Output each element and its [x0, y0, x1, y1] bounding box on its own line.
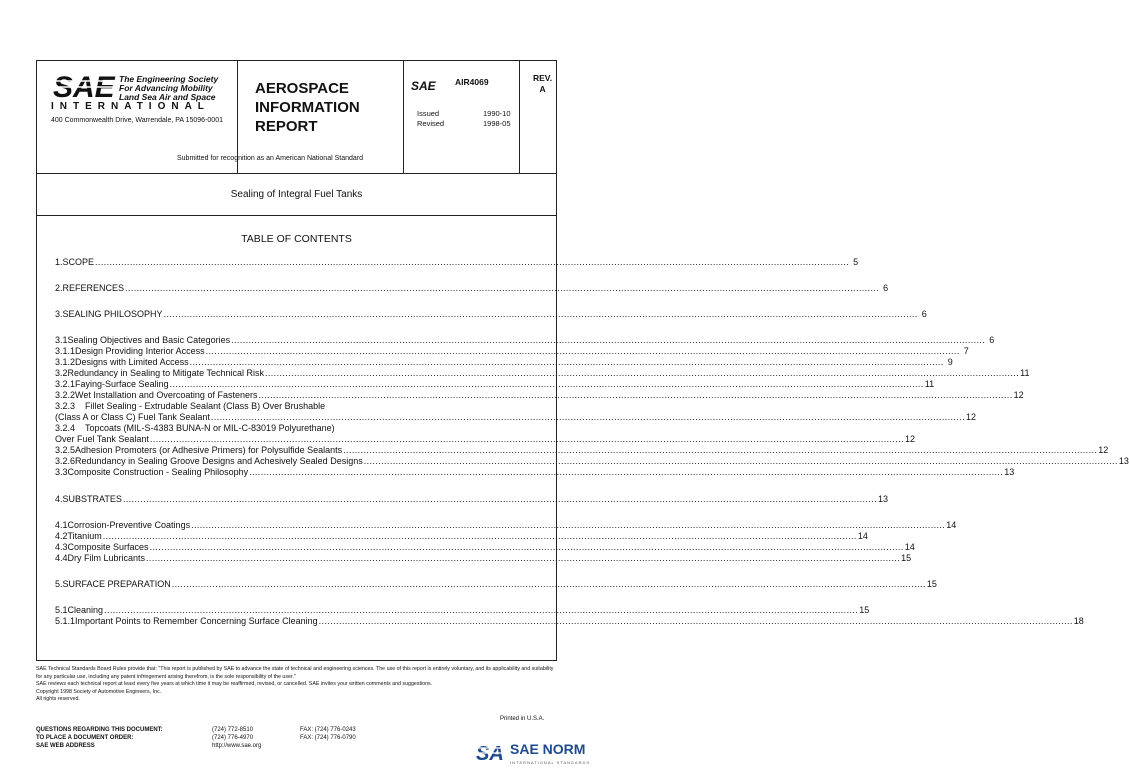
toc-entry-text: Designs with Limited Access: [75, 357, 189, 367]
toc-entry[interactable]: [55, 494, 889, 505]
toc-entry-continuation[interactable]: [55, 412, 977, 423]
toc-leader: [146, 553, 900, 563]
footer-rights: All rights reserved.: [36, 696, 80, 702]
toc-leader: [150, 542, 904, 552]
toc-leader: [231, 335, 985, 345]
toc-entry-text: Composite Surfaces: [67, 542, 149, 552]
toc-entry[interactable]: [55, 542, 915, 553]
toc-leader: [103, 531, 857, 541]
toc-entry-page: 15: [859, 605, 870, 615]
toc-entry[interactable]: [55, 357, 953, 368]
toc-entry-page: 12: [1098, 445, 1109, 455]
toc-entry-page: 6: [989, 335, 995, 345]
toc-leader: [191, 520, 945, 530]
report-type-line: REPORT: [255, 118, 318, 135]
document-header: [37, 61, 556, 174]
footer-review: SAE reviews each technical report at least every five years at which time it may be reaffirmed, revised, or cancelled. SAE invites your written comments and suggestions.: [36, 681, 433, 687]
society-tagline: [119, 75, 218, 102]
toc-entry-number: 3.2.3: [55, 401, 76, 411]
revision: [533, 73, 552, 95]
toc-leader: [249, 467, 1003, 477]
toc-entry[interactable]: [55, 531, 868, 542]
toc-entry-text: SUBSTRATES: [62, 494, 122, 504]
toc-entry[interactable]: [55, 335, 995, 346]
toc-leader: [206, 346, 960, 356]
toc-entry-number: 3.1: [55, 335, 68, 345]
toc-entry-text: Dry Film Lubricants: [67, 553, 146, 563]
submission-note: Submitted for recognition as an American National Standard: [177, 155, 363, 162]
toc-entry-number: 3.3: [55, 467, 68, 477]
phone-number: (724) 772-8510: [212, 727, 254, 733]
toc-entry[interactable]: [55, 346, 969, 357]
toc-entry-continuation[interactable]: [55, 434, 916, 445]
toc-leader: [164, 309, 918, 319]
phone-number: (724) 776-4970: [212, 735, 254, 741]
toc-entry-page: 13: [1118, 456, 1129, 466]
toc-entry-text: REFERENCES: [62, 283, 125, 293]
footer-notes: [36, 666, 556, 704]
sae-norm-logo-icon: [476, 738, 506, 768]
fax-number: FAX: (724) 776-0790: [300, 735, 356, 741]
toc-entry-number: 2.: [55, 283, 63, 293]
toc-entry-text: Topcoats (MIL-S-4383 BUNA-N or MIL-C-83019 Polyurethane): [85, 423, 335, 433]
toc-entry-text: (Class A or Class C) Fuel Tank Sealant: [55, 412, 210, 422]
document-title: Sealing of Integral Fuel Tanks: [37, 173, 556, 216]
contact-label: QUESTIONS REGARDING THIS DOCUMENT:: [36, 727, 163, 733]
toc-entry-text: Wet Installation and Overcoating of Fasteners: [75, 390, 258, 400]
sae-small-logo: [411, 79, 436, 93]
society-line: For Advancing Mobility: [119, 83, 213, 93]
fax-number: FAX: (724) 776-0243: [300, 727, 356, 733]
toc-entry-page: 14: [857, 531, 868, 541]
toc-entry-page: 12: [966, 412, 977, 422]
toc-entry-number: 1.: [55, 257, 63, 267]
toc-heading: TABLE OF CONTENTS: [241, 233, 352, 245]
footer-copyright: Copyright 1998 Society of Automotive Engineers, Inc.: [36, 688, 162, 695]
toc-entry[interactable]: [55, 257, 859, 268]
toc-entry-page: 15: [926, 579, 937, 589]
toc-entry[interactable]: [55, 456, 1129, 467]
revision-label: REV.: [533, 73, 553, 83]
toc-entry-page: 15: [901, 553, 912, 563]
toc-entry-number: 5.1: [55, 605, 68, 615]
toc-entry[interactable]: [55, 368, 1030, 379]
revision-value: A: [539, 84, 546, 94]
toc-leader: [125, 283, 879, 293]
toc-entry-page: 11: [924, 379, 935, 389]
society-line: The Engineering Society: [119, 74, 219, 84]
footer-rules: SAE Technical Standards Board Rules provide that: "This report is published by SAE to advance the state of technical and engineering sciences. The use of this report is entirely voluntary, and its applicability and suitability for any particular use, including any patent infringement arising therefrom, is the sole responsibility of the user.": [36, 666, 554, 680]
toc-leader: [258, 390, 1012, 400]
toc-leader: [95, 257, 849, 267]
society-line: Land Sea Air and Space: [119, 92, 216, 102]
toc-entry-number: 3.1.1: [55, 346, 76, 356]
report-type-line: AEROSPACE: [255, 80, 349, 97]
toc-entry[interactable]: [55, 423, 547, 434]
toc-entry-page: 5: [853, 257, 859, 267]
svg-text:SAE: SAE: [411, 79, 436, 93]
toc-leader: [172, 579, 926, 589]
toc-entry-number: 3.2.5: [55, 445, 76, 455]
toc-leader: [319, 616, 1073, 626]
toc-entry-text: Design Providing Interior Access: [75, 346, 205, 356]
norm-subtitle: INTERNATIONAL STANDARDS: [510, 760, 591, 765]
svg-text:SAE: SAE: [53, 71, 115, 104]
web-address[interactable]: http://www.sae.org: [212, 743, 262, 749]
header-divider: [403, 61, 404, 173]
toc-leader: [343, 445, 1097, 455]
toc-entry-page: 18: [1073, 616, 1084, 626]
toc-entry-text: SEALING PHILOSOPHY: [62, 309, 163, 319]
toc-entry-number: 3.: [55, 309, 63, 319]
toc-entry-text: Adhesion Promoters (or Adhesive Primers) for Polysulfide Sealants: [75, 445, 343, 455]
report-type: [255, 79, 360, 136]
toc-entry-number: 3.2.1: [55, 379, 76, 389]
toc-entry-text: SURFACE PREPARATION: [62, 579, 171, 589]
toc-entry-number: 3.1.2: [55, 357, 76, 367]
toc-entry[interactable]: [55, 467, 1015, 478]
toc-entry-text: Fillet Sealing - Extrudable Sealant (Class B) Over Brushable: [85, 401, 326, 411]
printed-in: Printed in U.S.A.: [500, 716, 545, 722]
toc-entry-page: 9: [947, 357, 953, 367]
issue-dates: [417, 109, 511, 129]
toc-entry[interactable]: [55, 283, 889, 294]
toc-entry-page: 14: [946, 520, 957, 530]
toc-entry[interactable]: [55, 520, 957, 531]
toc-entry-page: 7: [963, 346, 969, 356]
toc-leader: [265, 368, 1019, 378]
toc-entry-page: 13: [1004, 467, 1015, 477]
toc-entry-text: Corrosion-Preventive Coatings: [67, 520, 191, 530]
svg-text:SA: SA: [476, 743, 504, 765]
sae-norm-watermark: [476, 738, 598, 772]
international-label: INTERNATIONAL: [51, 101, 210, 112]
toc-leader: [123, 494, 877, 504]
norm-brand: SAE NORM: [510, 741, 586, 757]
toc-entry-text: SCOPE: [62, 257, 95, 267]
toc-entry-page: 12: [1013, 390, 1024, 400]
toc-entry-number: 4.4: [55, 553, 68, 563]
toc-entry-page: 6: [883, 283, 889, 293]
contact-faxes: [300, 726, 356, 742]
toc-entry-number: 4.3: [55, 542, 68, 552]
toc-leader: [211, 412, 965, 422]
toc-entry[interactable]: [55, 579, 937, 590]
address: 400 Commonwealth Drive, Warrendale, PA 15096-0001: [51, 117, 223, 124]
toc-entry-number: 5.1.1: [55, 616, 76, 626]
issued-label: Issued: [417, 109, 440, 118]
toc-entry-text: Composite Construction - Sealing Philosophy: [67, 467, 249, 477]
toc-leader: [364, 456, 1118, 466]
toc-entry-text: Sealing Objectives and Basic Categories: [67, 335, 231, 345]
contact-labels: [36, 726, 163, 750]
toc-entry-text: Faying-Surface Sealing: [75, 379, 169, 389]
revised-label: Revised: [417, 119, 445, 128]
toc-entry-text: Over Fuel Tank Sealant: [55, 434, 149, 444]
toc-entry-page: 12: [905, 434, 916, 444]
toc-entry-text: Redundancy in Sealing to Mitigate Technical Risk: [67, 368, 264, 378]
toc-entry[interactable]: [55, 445, 1109, 456]
toc-entry[interactable]: [55, 309, 927, 320]
document-number: AIR4069: [455, 77, 489, 87]
revised-date: 1998-05: [483, 119, 511, 128]
toc-entry-number: 3.2: [55, 368, 68, 378]
toc-entry-number: 3.2.6: [55, 456, 76, 466]
header-divider: [519, 61, 520, 173]
toc-entry-text: Redundancy in Sealing Groove Designs and Achesively Sealed Designs: [75, 456, 363, 466]
toc-entry-page: 6: [921, 309, 927, 319]
issued-date: 1990-10: [483, 109, 511, 118]
contact-label: TO PLACE A DOCUMENT ORDER:: [36, 735, 134, 741]
toc-entry-page: 13: [878, 494, 889, 504]
toc-entry-text: Cleaning: [67, 605, 104, 615]
toc-entry-page: 14: [904, 542, 915, 552]
contact-phones: [212, 726, 261, 750]
toc-entry[interactable]: [55, 401, 547, 412]
toc-entry[interactable]: [55, 553, 912, 564]
toc-entry-number: 4.2: [55, 531, 68, 541]
contact-label: SAE WEB ADDRESS: [36, 743, 95, 749]
toc-leader: [150, 434, 904, 444]
toc-entry-number: 3.2.2: [55, 390, 76, 400]
toc-leader: [104, 605, 858, 615]
toc-entry-text: Titanium: [67, 531, 102, 541]
toc-entry[interactable]: [55, 616, 1084, 627]
toc-entry-number: 4.: [55, 494, 63, 504]
toc-entry[interactable]: [55, 605, 870, 616]
document-frame: [36, 60, 1129, 661]
toc-leader: [190, 357, 944, 367]
toc-entry[interactable]: [55, 390, 1024, 401]
toc-entry-number: 4.1: [55, 520, 68, 530]
toc-entry-number: 5.: [55, 579, 63, 589]
toc-entry[interactable]: [55, 379, 935, 390]
toc-entry-page: 11: [1020, 368, 1030, 378]
toc-leader: [170, 379, 924, 389]
toc-entry-number: 3.2.4: [55, 423, 76, 433]
report-type-line: INFORMATION: [255, 99, 360, 116]
toc-entry-text: Important Points to Remember Concerning Surface Cleaning: [75, 616, 318, 626]
